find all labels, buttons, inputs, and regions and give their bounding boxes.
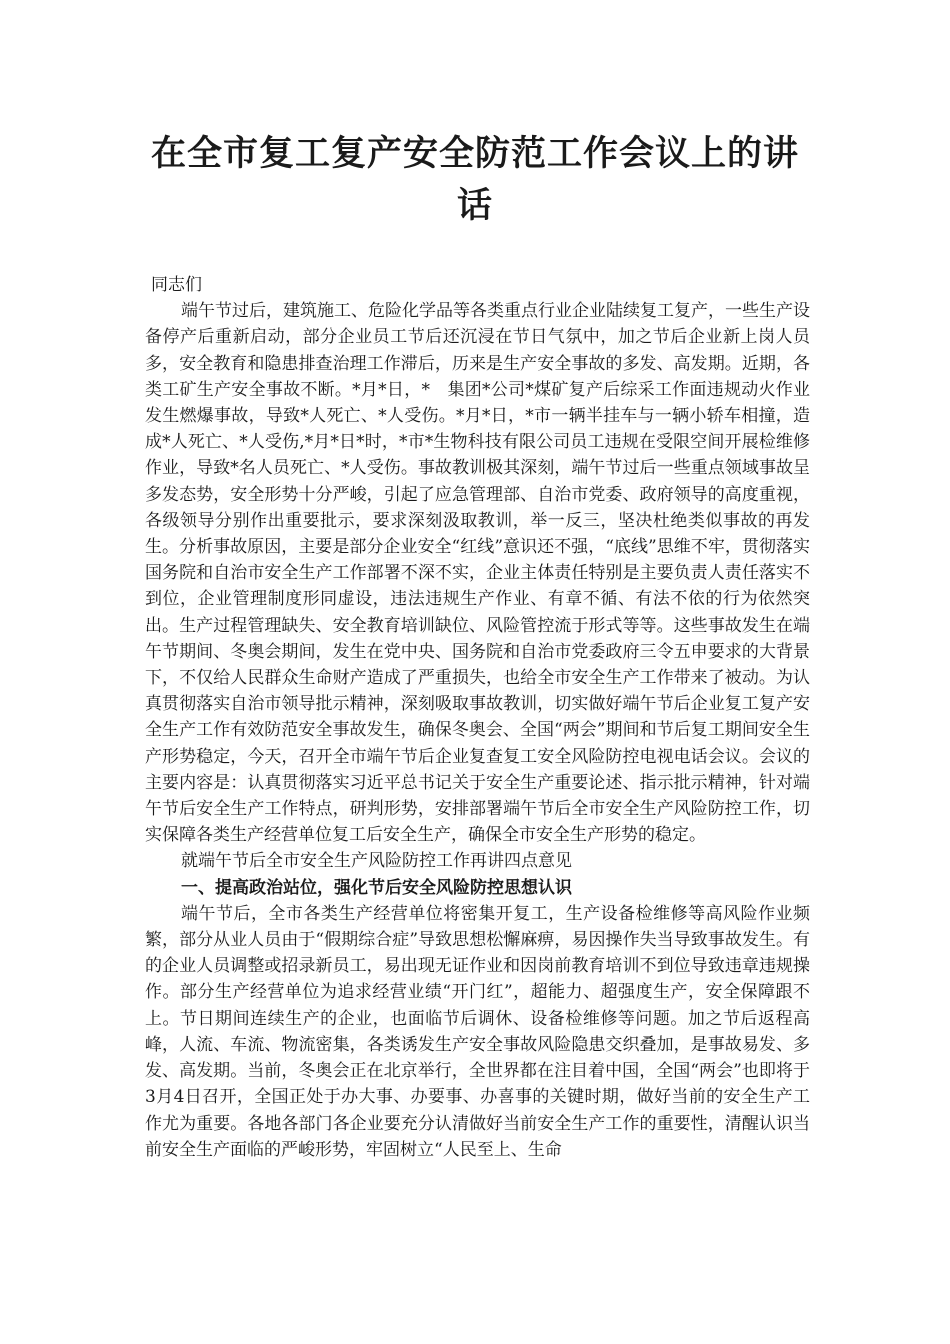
section-paragraph: 端午节后，全市各类生产经营单位将密集开复工，生产设备检维修等高风险作业频繁，部分从业人员由于“假期综合症”导致思想松懈麻痹，易因操作失当导致事故发生。有的企业人员调整或招录新员工，易出现无证作业和因岗前教育培训不到位导致违章违规操作。部分生产经营单位为追求经营业绩“开门红”，超能力、超强度生产，安全保障跟不上。节日期间连续生产的企业，也面临节后调休、设备检维修等问题。加之节后返程高峰，人流、车流、物流密集，各类诱发生产安全事故风险隐患交织叠加，是事故易发、多发、高发期。当前，冬奥会正在北京举行，全世界都在注目着中国，全国“两会”也即将于3月4日召开，全国正处于办大事、办要事、办喜事的关键时期，做好当前的安全生产工作尤为重要。各地各部门各企业要充分认清做好当前安全生产工作的重要性，清醒认识当前安全生产面临的严峻形势，牢固树立“人民至上、生命 <box>145 903 810 1160</box>
salutation: 同志们 <box>151 275 202 295</box>
paragraph-lead-in: 就端午节后全市安全生产风险防控工作再讲四点意见 <box>181 851 572 872</box>
section-heading: 一、提高政治站位，强化节后安全风险防控思想认识 <box>181 877 572 898</box>
paragraph-intro: 端午节过后，建筑施工、危险化学品等各类重点行业企业陆续复工复产，一些生产设备停产后重新启动，部分企业员工节后还沉浸在节日气氛中，加之节后企业新上岗人员多，安全教育和隐患排查治理工作滞后，历来是生产安全事故的多发、高发期。近期，各类工矿生产安全事故不断。*月*日，* 集团*公司*煤矿复产后综采工作面违规动火作业发生燃爆事故，导致*人死亡、*人受伤。*月*日，*市一辆半挂车与一辆小轿车相撞，造成*人死亡、*人受伤,*月*日*时，*市*生物科技有限公司员工违规在受限空间开展检维修作业，导致*名人员死亡、*人受伤。事故教训极其深刻，端午节过后一些重点领域事故呈多发态势，安全形势十分严峻，引起了应急管理部、自治市党委、政府领导的高度重视，各级领导分别作出重要批示，要求深刻汲取教训，举一反三，坚决杜绝类似事故的再发生。分析事故原因，主要是部分企业安全“红线”意识还不强，“底线”思维不牢，贯彻落实国务院和自治市安全生产工作部署不深不实，企业主体责任特别是主要负责人责任落实不到位，企业管理制度形同虚设，违法违规生产作业、有章不循、有法不依的行为依然突出。生产过程管理缺失、安全教育培训缺位、风险管控流于形式等等。这些事故发生在端午节期间、冬奥会期间，发生在党中央、国务院和自治市党委政府三令五申要求的大背景下，不仅给人民群众生命财产造成了严重损失，也给全市安全生产工作带来了被动。为认真贯彻落实自治市领导批示精神，深刻吸取事故教训，切实做好端午节后企业复工复产安全生产工作有效防范安全事故发生，确保冬奥会、全国“两会”期间和节后复工期间安全生产形势稳定，今天，召开全市端午节后企业复查复工安全风险防控电视电话会议。会议的主要内容是：认真贯彻落实习近平总书记关于安全生产重要论述、指示批示精神，针对端午节后安全生产工作特点，研判形势，安排部署端午节后全市安全生产风险防控工作，切实保障各类生产经营单位复工后安全生产，确保全市安全生产形势的稳定。 <box>145 301 810 846</box>
document-title: 在全市复工复产安全防范工作会议上的讲话 <box>150 133 799 226</box>
document-body <box>145 272 810 1163</box>
